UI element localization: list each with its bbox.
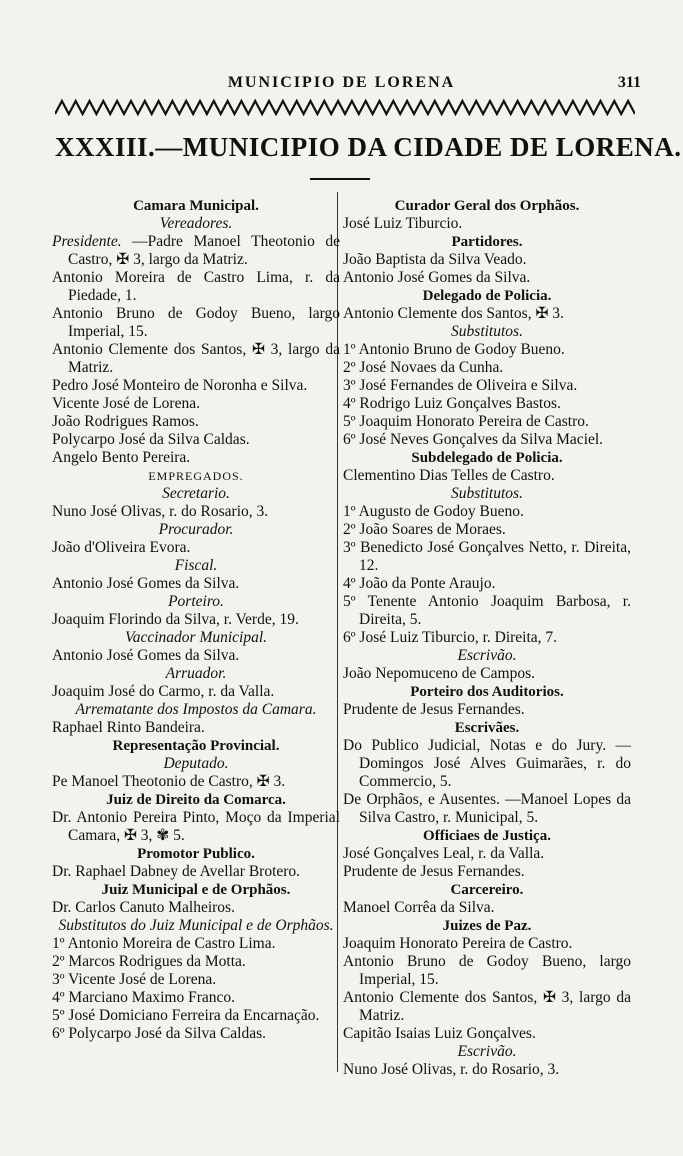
directory-entry [343, 791, 631, 827]
directory-entry [343, 575, 631, 593]
directory-entry [52, 395, 340, 413]
entry-text: 5º Tenente Antonio Joaquim Barbosa, r. Direita, 5. [343, 593, 631, 628]
directory-entry [52, 341, 340, 377]
directory-entry [52, 899, 340, 917]
section-heading [52, 197, 340, 215]
entry-text: Juizes de Paz. [442, 918, 532, 934]
entry-text: Nuno José Olivas, r. do Rosario, 3. [52, 503, 269, 520]
entry-text: Antonio Clemente dos Santos, ✠ 3. [343, 305, 564, 322]
entry-text: Representação Provincial. [112, 738, 280, 754]
entry-text: Antonio José Gomes da Silva. [52, 647, 240, 664]
entry-text: Dr. Raphael Dabney de Avellar Brotero. [52, 863, 301, 880]
entry-text: Manoel Corrêa da Silva. [343, 899, 495, 916]
entry-text: Capitão Isaias Luiz Gonçalves. [343, 1025, 536, 1042]
entry-text: Nuno José Olivas, r. do Rosario, 3. [343, 1061, 560, 1078]
entry-text: Antonio Moreira de Castro Lima, r. da Piedade, 1. [52, 269, 340, 304]
entry-text: Dr. Antonio Pereira Pinto, Moço da Imperial Camara, ✠ 3, ✾ 5. [52, 809, 340, 844]
directory-entry [343, 665, 631, 683]
entry-text: 1º Antonio Bruno de Godoy Bueno. [343, 341, 565, 358]
directory-entry [343, 935, 631, 953]
entry-text: 6º José Luiz Tiburcio, r. Direita, 7. [343, 629, 558, 646]
section-heading [52, 791, 340, 809]
entry-text: 4º João da Ponte Araujo. [343, 575, 496, 592]
role-subheading [52, 917, 340, 935]
entry-text: 5º Joaquim Honorato Pereira de Castro. [343, 413, 589, 430]
entry-text: Porteiro dos Auditorios. [410, 684, 564, 700]
category-heading [52, 467, 340, 485]
entry-text: Raphael Rinto Bandeira. [52, 719, 205, 736]
entry-text: 3º Vicente José de Lorena. [52, 971, 217, 988]
directory-entry [343, 413, 631, 431]
entry-text: Arruador. [165, 665, 227, 682]
section-heading [343, 233, 631, 251]
directory-entry [52, 575, 340, 593]
entry-text: Juiz de Direito da Comarca. [106, 792, 286, 808]
section-heading [52, 737, 340, 755]
directory-entry [52, 953, 340, 971]
entry-text: Joaquim Honorato Pereira de Castro. [343, 935, 573, 952]
directory-entry [343, 467, 631, 485]
directory-entry [52, 935, 340, 953]
role-subheading [343, 1043, 631, 1061]
directory-entry [343, 305, 631, 323]
entry-text: Joaquim Florindo da Silva, r. Verde, 19. [52, 611, 299, 628]
directory-entry [343, 899, 631, 917]
role-subheading [343, 485, 631, 503]
role-subheading [52, 593, 340, 611]
entry-text: Procurador. [158, 521, 234, 538]
entry-text: Do Publico Judicial, Notas e do Jury. — Domingos José Alves Guimarães, r. do Commercio, 5. [343, 737, 631, 790]
role-subheading [52, 485, 340, 503]
role-subheading [52, 557, 340, 575]
entry-text: Antonio Bruno de Godoy Bueno, largo Imperial, 15. [343, 953, 631, 988]
role-subheading [343, 647, 631, 665]
entry-text: João Nepomuceno de Campos. [343, 665, 535, 682]
entry-text: Vaccinador Municipal. [124, 629, 268, 646]
directory-entry [52, 611, 340, 629]
entry-text: Escrivães. [454, 720, 520, 736]
directory-entry [52, 377, 340, 395]
directory-entry [52, 647, 340, 665]
directory-entry [343, 701, 631, 719]
directory-entry [343, 251, 631, 269]
entry-text: 2º João Soares de Moraes. [343, 521, 506, 538]
entry-text: José Gonçalves Leal, r. da Valla. [343, 845, 545, 862]
directory-entry [52, 1007, 340, 1025]
entry-text: 4º Rodrigo Luiz Gonçalves Bastos. [343, 395, 561, 412]
entry-text: Escrivão. [457, 1043, 517, 1060]
entry-text: 2º José Novaes da Cunha. [343, 359, 504, 376]
directory-entry [343, 953, 631, 989]
entry-text: Antonio Clemente dos Santos, ✠ 3, largo da Matriz. [52, 341, 340, 376]
entry-text: —Padre Manoel Theotonio de Castro, ✠ 3, largo da Matriz. [68, 233, 340, 268]
entry-text: 1º Augusto de Godoy Bueno. [343, 503, 524, 520]
section-heading [343, 719, 631, 737]
entry-text: Substitutos. [451, 485, 523, 502]
section-heading [343, 197, 631, 215]
entry-text: Antonio José Gomes da Silva. [52, 575, 240, 592]
entry-text: Clementino Dias Telles de Castro. [343, 467, 555, 484]
role-subheading [52, 521, 340, 539]
directory-entry [52, 863, 340, 881]
role-subheading [52, 665, 340, 683]
entry-text: Antonio Bruno de Godoy Bueno, largo Imperial, 15. [52, 305, 340, 340]
directory-entry [343, 845, 631, 863]
page-number: 311 [617, 74, 641, 91]
directory-entry [52, 539, 340, 557]
entry-label: Presidente. [52, 233, 122, 250]
entry-text: Camara Municipal. [133, 198, 259, 214]
entry-text: 6º Polycarpo José da Silva Caldas. [52, 1025, 267, 1042]
entry-text: Partidores. [451, 234, 523, 250]
directory-entry [343, 1025, 631, 1043]
entry-text: 5º José Domiciano Ferreira da Encarnação. [52, 1007, 320, 1024]
role-subheading [52, 701, 340, 719]
directory-entry [52, 233, 340, 269]
entry-text: João d'Oliveira Evora. [52, 539, 191, 556]
directory-entry [343, 431, 631, 449]
directory-entry [343, 593, 631, 629]
entry-text: 3º José Fernandes de Oliveira e Silva. [343, 377, 578, 394]
entry-text: Antonio José Gomes da Silva. [343, 269, 531, 286]
entry-text: 3º Benedicto José Gonçalves Netto, r. Direita, 12. [343, 539, 631, 574]
entry-text: José Luiz Tiburcio. [343, 215, 463, 232]
entry-text: Polycarpo José da Silva Caldas. [52, 431, 250, 448]
role-subheading [52, 215, 340, 233]
entry-text: Substitutos. [451, 323, 523, 340]
entry-text: Subdelegado de Policia. [411, 450, 563, 466]
directory-entry [52, 773, 340, 791]
entry-text: EMPREGADOS. [148, 469, 244, 483]
directory-entry [343, 1061, 631, 1079]
role-subheading [52, 755, 340, 773]
directory-entry [343, 359, 631, 377]
section-heading [52, 881, 340, 899]
entry-text: Deputado. [163, 755, 229, 772]
section-heading [343, 881, 631, 899]
entry-text: Porteiro. [168, 593, 224, 610]
directory-entry [52, 989, 340, 1007]
entry-text: Escrivão. [457, 647, 517, 664]
directory-entry [52, 449, 340, 467]
directory-entry [343, 341, 631, 359]
directory-entry [343, 503, 631, 521]
directory-entry [343, 215, 631, 233]
entry-text: Fiscal. [174, 557, 218, 574]
entry-text: 6º José Neves Gonçalves da Silva Maciel. [343, 431, 604, 448]
entry-text: Vicente José de Lorena. [52, 395, 200, 412]
entry-text: Antonio Clemente dos Santos, ✠ 3, largo da Matriz. [343, 989, 631, 1024]
entry-text: Officiaes de Justiça. [423, 828, 551, 844]
directory-entry [52, 719, 340, 737]
directory-entry [52, 1025, 340, 1043]
entry-text: Delegado de Policia. [422, 288, 552, 304]
left-column [52, 197, 340, 1043]
directory-entry [52, 431, 340, 449]
entry-text: Pe Manoel Theotonio de Castro, ✠ 3. [52, 773, 286, 790]
entry-text: Dr. Carlos Canuto Malheiros. [52, 899, 235, 916]
directory-entry [343, 395, 631, 413]
directory-entry [52, 683, 340, 701]
directory-entry [343, 539, 631, 575]
role-subheading [343, 323, 631, 341]
entry-text: De Orphãos, e Ausentes. —Manoel Lopes da Silva Castro, r. Municipal, 5. [343, 791, 631, 826]
right-column [343, 197, 631, 1079]
section-heading [343, 449, 631, 467]
directory-entry [52, 305, 340, 341]
entry-text: João Rodrigues Ramos. [52, 413, 199, 430]
entry-text: 2º Marcos Rodrigues da Motta. [52, 953, 246, 970]
entry-text: Secretario. [162, 485, 230, 502]
entry-text: Carcereiro. [450, 882, 524, 898]
entry-text: Juiz Municipal e de Orphãos. [101, 882, 291, 898]
section-heading [343, 827, 631, 845]
directory-entry [52, 503, 340, 521]
section-title: XXXIII.—MUNICIPIO DA CIDADE DE LORENA. [55, 132, 682, 162]
directory-entry [52, 413, 340, 431]
section-heading [343, 917, 631, 935]
entry-text: Arrematante dos Impostos da Camara. [75, 701, 317, 718]
entry-text: Curador Geral dos Orphãos. [394, 198, 580, 214]
entry-text: Prudente de Jesus Fernandes. [343, 863, 525, 880]
section-heading [52, 845, 340, 863]
running-head: MUNICIPIO DE LORENA [227, 74, 456, 91]
directory-entry [52, 269, 340, 305]
entry-text: João Baptista da Silva Veado. [343, 251, 527, 268]
section-heading [343, 287, 631, 305]
directory-entry [343, 269, 631, 287]
entry-text: Substitutos do Juiz Municipal e de Orphãos. [58, 917, 334, 934]
directory-entry [343, 989, 631, 1025]
role-subheading [52, 629, 340, 647]
entry-text: Pedro José Monteiro de Noronha e Silva. [52, 377, 308, 394]
entry-text: Vereadores. [159, 215, 233, 232]
directory-entry [343, 737, 631, 791]
directory-entry [343, 521, 631, 539]
directory-entry [343, 863, 631, 881]
directory-entry [52, 971, 340, 989]
section-heading [343, 683, 631, 701]
entry-text: 4º Marciano Maximo Franco. [52, 989, 236, 1006]
entry-text: Joaquim José do Carmo, r. da Valla. [52, 683, 275, 700]
directory-entry [343, 629, 631, 647]
entry-text: Angelo Bento Pereira. [52, 449, 191, 466]
entry-text: Prudente de Jesus Fernandes. [343, 701, 525, 718]
directory-entry [343, 377, 631, 395]
entry-text: 1º Antonio Moreira de Castro Lima. [52, 935, 276, 952]
ornamental-rule [55, 98, 635, 116]
entry-text: Promotor Publico. [137, 846, 255, 862]
directory-entry [52, 809, 340, 845]
title-rule [310, 178, 370, 180]
